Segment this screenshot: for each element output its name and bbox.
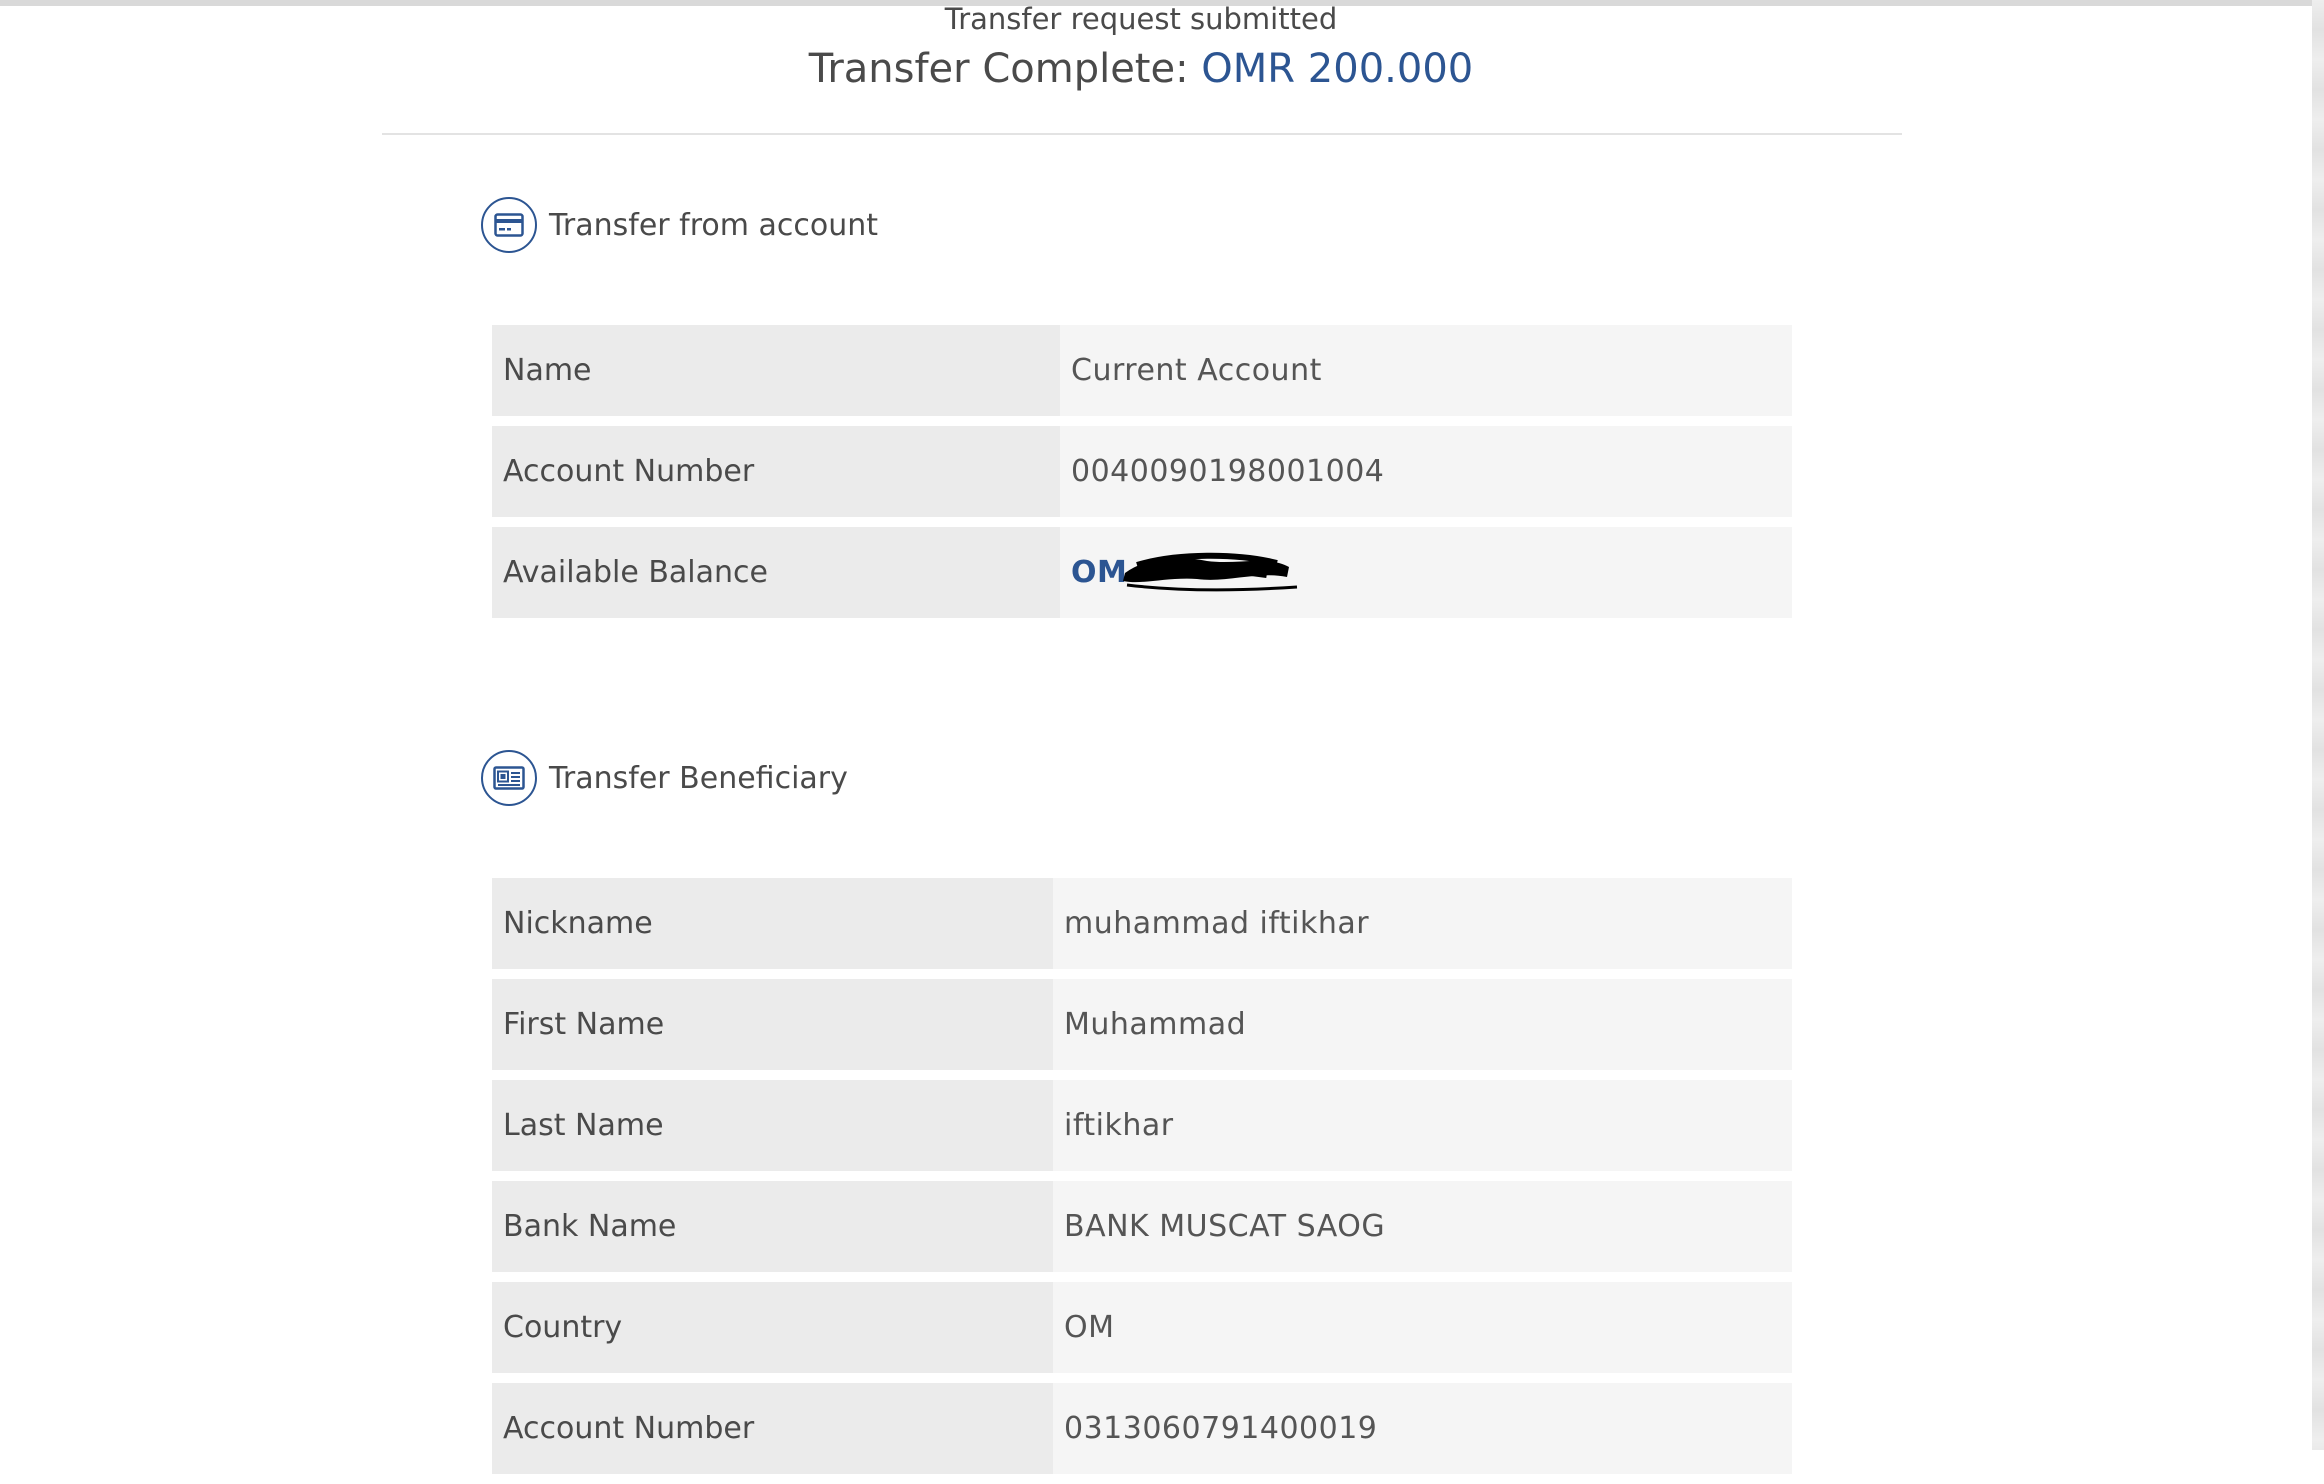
table-row — [492, 426, 1792, 517]
row-value: Muhammad — [1053, 979, 1792, 1070]
from-account-title: Transfer from account — [549, 207, 879, 243]
table-row — [492, 1383, 1792, 1474]
available-balance-value — [1060, 527, 1792, 618]
table-row — [492, 325, 1792, 416]
redaction-scribble — [1117, 547, 1299, 593]
from-account-table — [492, 325, 1792, 628]
row-label: First Name — [492, 979, 1053, 1070]
balance-wrap — [1071, 555, 1127, 590]
title-prefix: Transfer Complete: — [808, 46, 1189, 92]
row-value: Current Account — [1060, 325, 1792, 416]
id-card-icon — [481, 750, 537, 806]
page-title — [0, 46, 2282, 92]
table-row — [492, 878, 1792, 969]
row-label: Country — [492, 1282, 1053, 1373]
transfer-amount: OMR 200.000 — [1201, 46, 1474, 92]
row-label: Account Number — [492, 426, 1060, 517]
table-row — [492, 1282, 1792, 1373]
row-value: iftikhar — [1053, 1080, 1792, 1171]
row-value: muhammad iftikhar — [1053, 878, 1792, 969]
credit-card-icon — [481, 197, 537, 253]
row-value: BANK MUSCAT SAOG — [1053, 1181, 1792, 1272]
status-subtitle: Transfer request submitted — [944, 2, 1338, 36]
row-label: Name — [492, 325, 1060, 416]
balance-amount: OM — [1071, 555, 1128, 590]
table-row — [492, 1080, 1792, 1171]
table-row — [492, 979, 1792, 1070]
beneficiary-table — [492, 878, 1792, 1484]
row-label: Nickname — [492, 878, 1053, 969]
row-value: 0040090198001004 — [1060, 426, 1792, 517]
beneficiary-header — [481, 748, 848, 808]
from-account-header — [481, 195, 878, 255]
beneficiary-title: Transfer Beneficiary — [549, 760, 848, 796]
row-label: Account Number — [492, 1383, 1053, 1474]
table-row — [492, 527, 1792, 618]
row-value: OM — [1053, 1282, 1792, 1373]
row-label: Last Name — [492, 1080, 1053, 1171]
row-label: Available Balance — [492, 527, 1060, 618]
table-row — [492, 1181, 1792, 1272]
row-label: Bank Name — [492, 1181, 1053, 1272]
row-value: 0313060791400019 — [1053, 1383, 1792, 1474]
header-divider — [382, 133, 1902, 135]
page-scroll-edge — [2312, 0, 2324, 1450]
